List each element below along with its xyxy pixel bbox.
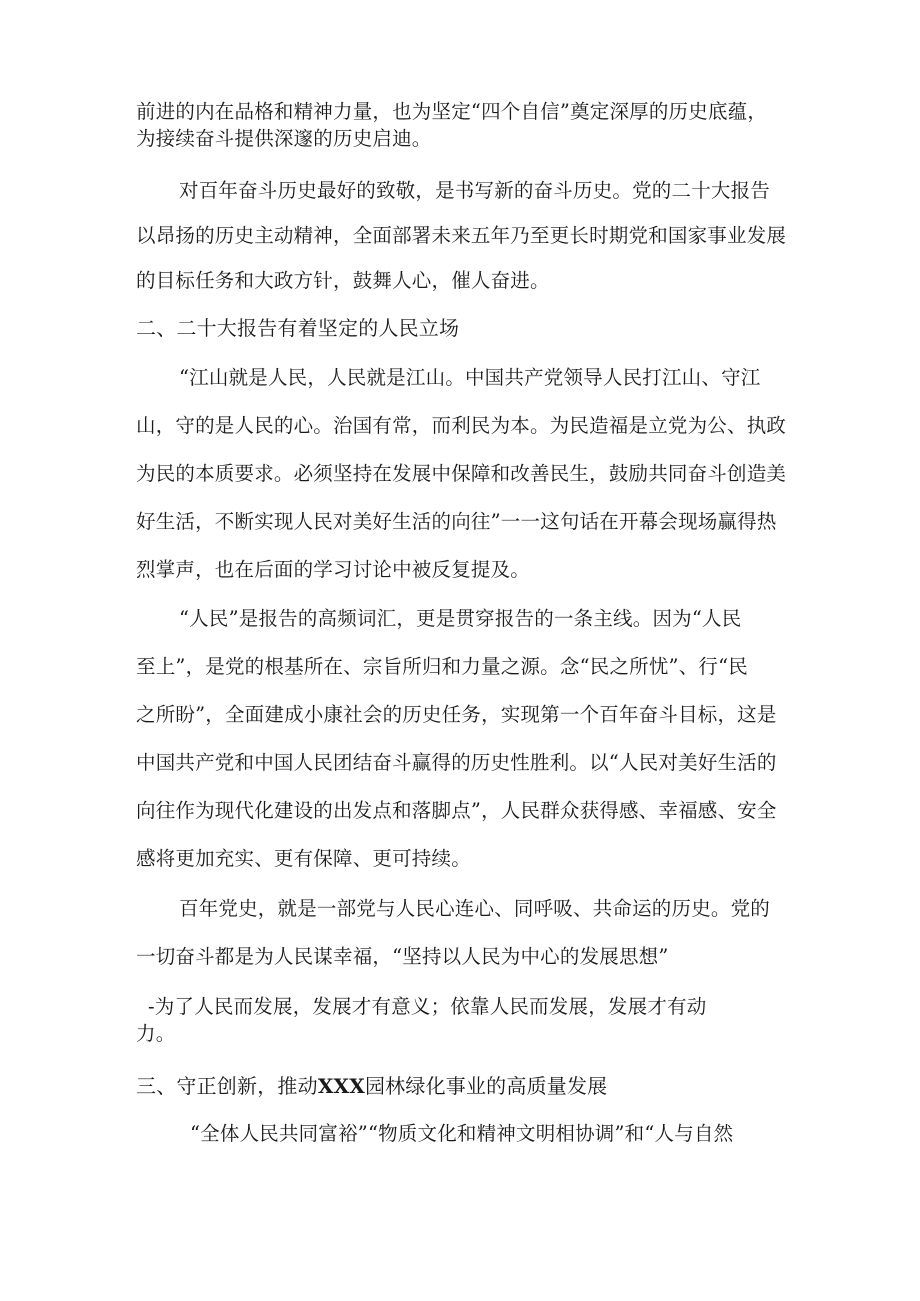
section-heading: 二、二十大报告有着坚定的人民立场 — [136, 316, 460, 340]
paragraph-line: 力。 — [136, 1022, 176, 1045]
paragraph-line: 百年党史，就是一部党与人民心连心、同呼吸、共命运的历史。党的 — [179, 897, 771, 920]
paragraph-line: 以昂扬的历史主动精神，全面部署未来五年乃至更长时期党和国家事业发展 — [136, 224, 787, 247]
paragraph-line: 对百年奋斗历史最好的致敬，是书写新的奋斗历史。党的二十大报告 — [179, 179, 771, 202]
paragraph-line: “人民”是报告的高频词汇，更是贯穿报告的一条主线。因为“人民 — [179, 607, 742, 630]
paragraph-line: 好生活，不断实现人民对美好生活的向往”一一这句话在开幕会现场赢得热 — [136, 510, 777, 533]
paragraph-line: 感将更加充实、更有保障、更可持续。 — [136, 847, 471, 870]
paragraph-line: 中国共产党和中国人民团结奋斗赢得的历史性胜利。以“人民对美好生活的 — [136, 751, 777, 774]
paragraph-line: 的目标任务和大政方针，鼓舞人心，催人奋进。 — [136, 269, 550, 292]
paragraph-line: 之所盼”，全面建成小康社会的历史任务，实现第一个百年奋斗目标，这是 — [136, 703, 777, 726]
heading-prefix: 三、守正创新，推动 — [136, 1074, 318, 1098]
paragraph-line: 向往作为现代化建设的出发点和落脚点”，人民群众获得感、幸福感、安全 — [136, 799, 777, 822]
heading-suffix: 园林绿化事业的高质量发展 — [364, 1074, 608, 1098]
paragraph-line: “全体人民共同富裕”“物质文化和精神文明相协调”和“人与自然 — [190, 1122, 734, 1145]
paragraph-line: 至上”，是党的根基所在、宗旨所归和力量之源。念“民之所忧”、行“民 — [136, 655, 748, 678]
heading-bold-xxx: XXX — [317, 1074, 365, 1098]
paragraph-line: “江山就是人民，人民就是江山。中国共产党领导人民打江山、守江 — [179, 366, 761, 389]
section-heading — [136, 1074, 607, 1098]
paragraph-line: 烈掌声，也在后面的学习讨论中被反复提及。 — [136, 558, 531, 581]
paragraph-line: 前进的内在品格和精神力量，也为坚定“四个自信”奠定深厚的历史底蕴， — [136, 100, 768, 123]
paragraph-line: 为接续奋斗提供深邃的历史启迪。 — [136, 127, 432, 150]
paragraph-line: 为民的本质要求。必须坚持在发展中保障和改善民生，鼓励共同奋斗创造美 — [136, 462, 787, 485]
paragraph-line: 山，守的是人民的心。治国有常，而利民为本。为民造福是立党为公、执政 — [136, 414, 787, 437]
paragraph-line: 一切奋斗都是为人民谋幸福，“坚持以人民为中心的发展思想” — [136, 945, 669, 968]
paragraph-line: -为了人民而发展，发展才有意义；依靠人民而发展，发展才有动 — [148, 995, 707, 1018]
